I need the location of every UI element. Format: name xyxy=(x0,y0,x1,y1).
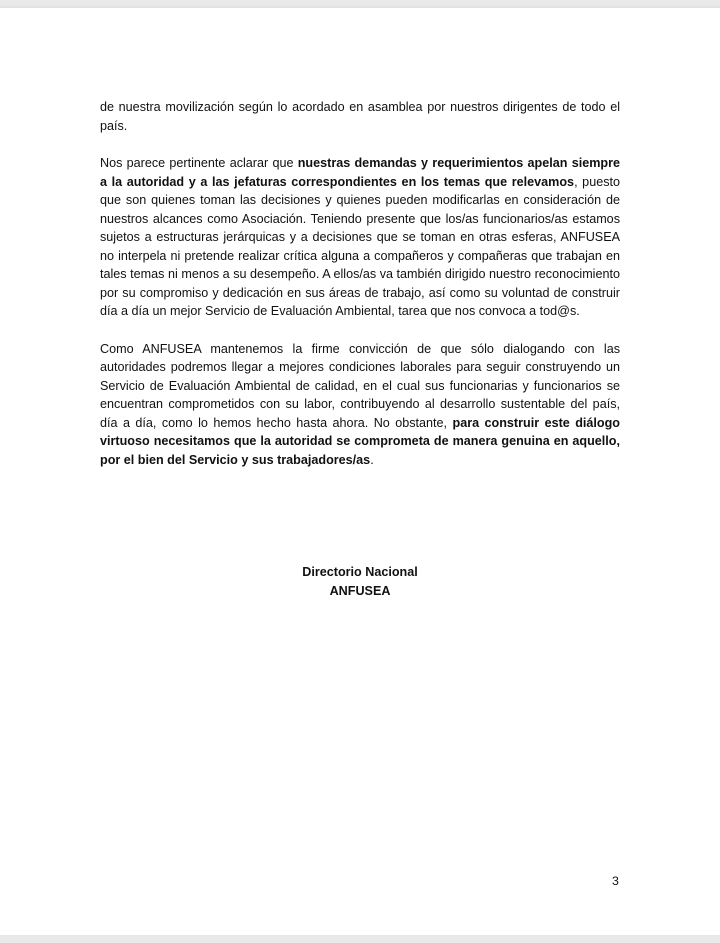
signature-line-directorio: Directorio Nacional xyxy=(302,565,418,579)
signature-line-organization: ANFUSEA xyxy=(329,583,391,598)
paragraph-spacer xyxy=(100,321,620,340)
document-page xyxy=(0,8,720,935)
paragraph-aclaracion-rest: , puesto que son quienes toman las decisiones y quienes pueden modificarlas en consideración de nuestros alcances como Asociación. Teniendo presente que los/as funcionarios/as estamos sujetos a estructuras jerárquicas y a decisiones que se toman en otras esferas, ANFUSEA no interpela ni pretende realizar crítica alguna a compañeros y compañeras que trabajan en tales temas ni menos a su desempeño. A ellos/as va también dirigido nuestro reconocimiento por su compromiso y dedicación en sus áreas de trabajo, así como su voluntad de construir día a día un mejor Servicio de Evaluación Ambiental, tarea que nos convoca a tod@s. xyxy=(100,174,620,318)
paragraph-spacer xyxy=(100,135,620,154)
paragraph-aclaracion-bold: nuestras demandas y requerimientos apelan siempre a la autoridad y a las jefaturas correspondientes en los temas que relevamos xyxy=(100,156,621,189)
paragraph-dialogo xyxy=(100,340,620,470)
paragraph-dialogo-end: . xyxy=(370,452,374,467)
paragraph-movilizacion-text: de nuestra movilización según lo acordado en asamblea por nuestros dirigentes de todo el país. xyxy=(100,100,620,133)
paragraph-dialogo-bold: para construir este diálogo virtuoso necesitamos que la autoridad se comprometa de manera genuina en aquello, por el bien del Servicio y sus trabajadores/as xyxy=(100,415,620,467)
paragraph-dialogo-intro: Como ANFUSEA mantenemos la firme convicción de que sólo dialogando con las autoridades podremos llegar a mejores condiciones laborales para seguir construyendo un Servicio de Evaluación Ambiental de calidad, en el cual sus funcionarias y funcionarios se encuentran comprometidos con su labor, contribuyendo al desarrollo sustentable del país, día a día, como lo hemos hecho hasta ahora. No obstante, xyxy=(100,341,620,430)
document-body xyxy=(100,98,620,469)
paragraph-aclaracion xyxy=(100,154,620,321)
page-number: 3 xyxy=(612,874,619,888)
paragraph-aclaracion-intro: Nos parece pertinente aclarar que xyxy=(100,156,298,170)
paragraph-movilizacion xyxy=(100,98,620,135)
signature-block xyxy=(0,563,720,600)
